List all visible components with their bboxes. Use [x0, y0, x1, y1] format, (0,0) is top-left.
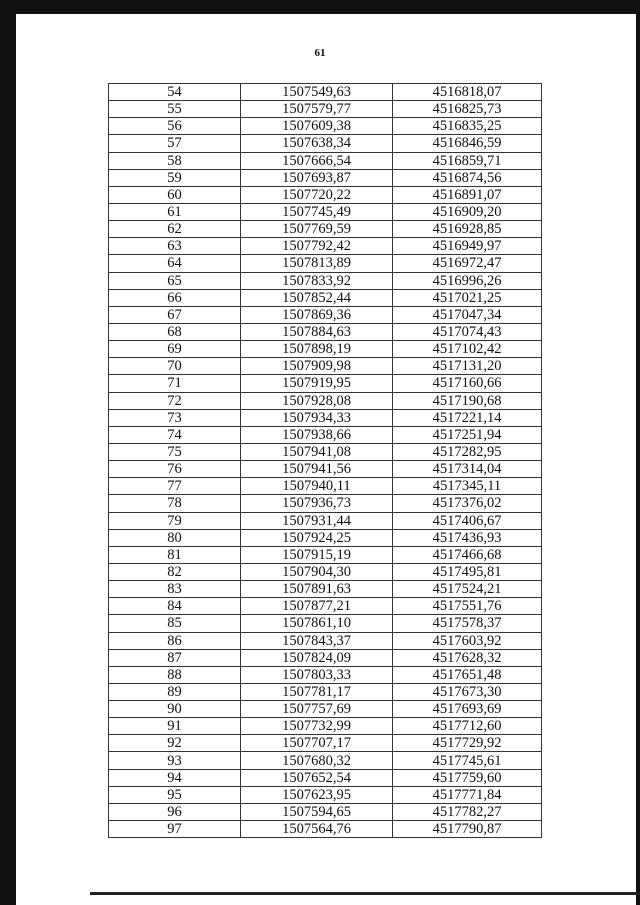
point-number-cell: 71 [109, 375, 241, 392]
y-coordinate-cell: 4517074,43 [393, 323, 542, 340]
table-row [109, 478, 542, 495]
scan-edge-right [636, 0, 640, 905]
x-coordinate-cell: 1507666,54 [241, 152, 393, 169]
point-number-cell: 88 [109, 666, 241, 683]
y-coordinate-cell: 4516972,47 [393, 255, 542, 272]
point-number-cell: 97 [109, 821, 241, 838]
y-coordinate-cell: 4517282,95 [393, 443, 542, 460]
x-coordinate-cell: 1507861,10 [241, 615, 393, 632]
x-coordinate-cell: 1507652,54 [241, 769, 393, 786]
y-coordinate-cell: 4517729,92 [393, 735, 542, 752]
point-number-cell: 91 [109, 718, 241, 735]
table-row [109, 803, 542, 820]
point-number-cell: 86 [109, 632, 241, 649]
y-coordinate-cell: 4517524,21 [393, 581, 542, 598]
x-coordinate-cell: 1507693,87 [241, 169, 393, 186]
y-coordinate-cell: 4517745,61 [393, 752, 542, 769]
x-coordinate-cell: 1507623,95 [241, 786, 393, 803]
point-number-cell: 61 [109, 203, 241, 220]
point-number-cell: 75 [109, 443, 241, 460]
y-coordinate-cell: 4516949,97 [393, 238, 542, 255]
table-row [109, 632, 542, 649]
table-row [109, 598, 542, 615]
x-coordinate-cell: 1507909,98 [241, 358, 393, 375]
x-coordinate-cell: 1507884,63 [241, 323, 393, 340]
table-row [109, 289, 542, 306]
y-coordinate-cell: 4516996,26 [393, 272, 542, 289]
table-row [109, 152, 542, 169]
table-row [109, 186, 542, 203]
point-number-cell: 66 [109, 289, 241, 306]
x-coordinate-cell: 1507594,65 [241, 803, 393, 820]
x-coordinate-cell: 1507931,44 [241, 512, 393, 529]
x-coordinate-cell: 1507707,17 [241, 735, 393, 752]
y-coordinate-cell: 4517047,34 [393, 306, 542, 323]
point-number-cell: 77 [109, 478, 241, 495]
x-coordinate-cell: 1507745,49 [241, 203, 393, 220]
point-number-cell: 89 [109, 683, 241, 700]
table-row [109, 683, 542, 700]
table-row [109, 255, 542, 272]
table-row [109, 563, 542, 580]
table-row [109, 512, 542, 529]
scan-edge-left [0, 0, 16, 905]
point-number-cell: 70 [109, 358, 241, 375]
x-coordinate-cell: 1507869,36 [241, 306, 393, 323]
table-row [109, 118, 542, 135]
table-row [109, 101, 542, 118]
x-coordinate-cell: 1507891,63 [241, 581, 393, 598]
point-number-cell: 54 [109, 84, 241, 101]
table-row [109, 718, 542, 735]
x-coordinate-cell: 1507940,11 [241, 478, 393, 495]
table-row [109, 735, 542, 752]
x-coordinate-cell: 1507824,09 [241, 649, 393, 666]
table-row [109, 358, 542, 375]
y-coordinate-cell: 4517673,30 [393, 683, 542, 700]
y-coordinate-cell: 4516874,56 [393, 169, 542, 186]
x-coordinate-cell: 1507898,19 [241, 341, 393, 358]
y-coordinate-cell: 4517251,94 [393, 426, 542, 443]
y-coordinate-cell: 4517651,48 [393, 666, 542, 683]
point-number-cell: 85 [109, 615, 241, 632]
y-coordinate-cell: 4516825,73 [393, 101, 542, 118]
x-coordinate-cell: 1507549,63 [241, 84, 393, 101]
y-coordinate-cell: 4516835,25 [393, 118, 542, 135]
table-row [109, 323, 542, 340]
point-number-cell: 76 [109, 461, 241, 478]
point-number-cell: 67 [109, 306, 241, 323]
point-number-cell: 79 [109, 512, 241, 529]
x-coordinate-cell: 1507941,08 [241, 443, 393, 460]
point-number-cell: 60 [109, 186, 241, 203]
table-row [109, 306, 542, 323]
x-coordinate-cell: 1507843,37 [241, 632, 393, 649]
point-number-cell: 56 [109, 118, 241, 135]
y-coordinate-cell: 4517628,32 [393, 649, 542, 666]
y-coordinate-cell: 4517102,42 [393, 341, 542, 358]
table-row [109, 666, 542, 683]
y-coordinate-cell: 4517759,60 [393, 769, 542, 786]
y-coordinate-cell: 4517221,14 [393, 409, 542, 426]
y-coordinate-cell: 4517345,11 [393, 478, 542, 495]
x-coordinate-cell: 1507781,17 [241, 683, 393, 700]
point-number-cell: 82 [109, 563, 241, 580]
table-row [109, 752, 542, 769]
coordinates-table-body [109, 84, 542, 838]
y-coordinate-cell: 4517551,76 [393, 598, 542, 615]
point-number-cell: 62 [109, 221, 241, 238]
y-coordinate-cell: 4517603,92 [393, 632, 542, 649]
x-coordinate-cell: 1507564,76 [241, 821, 393, 838]
x-coordinate-cell: 1507941,56 [241, 461, 393, 478]
y-coordinate-cell: 4517190,68 [393, 392, 542, 409]
table-row [109, 546, 542, 563]
table-row [109, 135, 542, 152]
table-row [109, 529, 542, 546]
y-coordinate-cell: 4516891,07 [393, 186, 542, 203]
x-coordinate-cell: 1507924,25 [241, 529, 393, 546]
point-number-cell: 96 [109, 803, 241, 820]
y-coordinate-cell: 4517782,27 [393, 803, 542, 820]
table-row [109, 203, 542, 220]
x-coordinate-cell: 1507680,32 [241, 752, 393, 769]
point-number-cell: 94 [109, 769, 241, 786]
table-row [109, 341, 542, 358]
table-row [109, 84, 542, 101]
x-coordinate-cell: 1507934,33 [241, 409, 393, 426]
table-row [109, 392, 542, 409]
point-number-cell: 92 [109, 735, 241, 752]
point-number-cell: 80 [109, 529, 241, 546]
coordinates-table [108, 83, 542, 838]
point-number-cell: 58 [109, 152, 241, 169]
x-coordinate-cell: 1507919,95 [241, 375, 393, 392]
point-number-cell: 55 [109, 101, 241, 118]
point-number-cell: 87 [109, 649, 241, 666]
x-coordinate-cell: 1507638,34 [241, 135, 393, 152]
y-coordinate-cell: 4516928,85 [393, 221, 542, 238]
x-coordinate-cell: 1507915,19 [241, 546, 393, 563]
y-coordinate-cell: 4517712,60 [393, 718, 542, 735]
y-coordinate-cell: 4517466,68 [393, 546, 542, 563]
x-coordinate-cell: 1507928,08 [241, 392, 393, 409]
point-number-cell: 74 [109, 426, 241, 443]
table-row [109, 409, 542, 426]
y-coordinate-cell: 4517314,04 [393, 461, 542, 478]
table-row [109, 169, 542, 186]
point-number-cell: 81 [109, 546, 241, 563]
x-coordinate-cell: 1507792,42 [241, 238, 393, 255]
x-coordinate-cell: 1507757,69 [241, 701, 393, 718]
table-row [109, 769, 542, 786]
y-coordinate-cell: 4517771,84 [393, 786, 542, 803]
point-number-cell: 83 [109, 581, 241, 598]
y-coordinate-cell: 4516859,71 [393, 152, 542, 169]
x-coordinate-cell: 1507803,33 [241, 666, 393, 683]
y-coordinate-cell: 4517021,25 [393, 289, 542, 306]
scan-edge-top [0, 0, 640, 14]
table-row [109, 426, 542, 443]
table-row [109, 238, 542, 255]
table-row [109, 375, 542, 392]
x-coordinate-cell: 1507852,44 [241, 289, 393, 306]
x-coordinate-cell: 1507609,38 [241, 118, 393, 135]
y-coordinate-cell: 4517495,81 [393, 563, 542, 580]
point-number-cell: 84 [109, 598, 241, 615]
table-row [109, 272, 542, 289]
x-coordinate-cell: 1507938,66 [241, 426, 393, 443]
point-number-cell: 59 [109, 169, 241, 186]
point-number-cell: 57 [109, 135, 241, 152]
y-coordinate-cell: 4516818,07 [393, 84, 542, 101]
y-coordinate-cell: 4517436,93 [393, 529, 542, 546]
y-coordinate-cell: 4517131,20 [393, 358, 542, 375]
point-number-cell: 68 [109, 323, 241, 340]
point-number-cell: 73 [109, 409, 241, 426]
x-coordinate-cell: 1507904,30 [241, 563, 393, 580]
table-row [109, 786, 542, 803]
table-row [109, 495, 542, 512]
y-coordinate-cell: 4517693,69 [393, 701, 542, 718]
x-coordinate-cell: 1507720,22 [241, 186, 393, 203]
point-number-cell: 69 [109, 341, 241, 358]
y-coordinate-cell: 4517578,37 [393, 615, 542, 632]
table-row [109, 581, 542, 598]
x-coordinate-cell: 1507813,89 [241, 255, 393, 272]
x-coordinate-cell: 1507579,77 [241, 101, 393, 118]
table-row [109, 701, 542, 718]
y-coordinate-cell: 4517376,02 [393, 495, 542, 512]
point-number-cell: 95 [109, 786, 241, 803]
table-row [109, 443, 542, 460]
scan-edge-bottom [90, 892, 640, 895]
y-coordinate-cell: 4517790,87 [393, 821, 542, 838]
table-row [109, 221, 542, 238]
table-row [109, 615, 542, 632]
x-coordinate-cell: 1507877,21 [241, 598, 393, 615]
table-row [109, 821, 542, 838]
x-coordinate-cell: 1507936,73 [241, 495, 393, 512]
point-number-cell: 63 [109, 238, 241, 255]
y-coordinate-cell: 4516846,59 [393, 135, 542, 152]
table-row [109, 461, 542, 478]
y-coordinate-cell: 4516909,20 [393, 203, 542, 220]
x-coordinate-cell: 1507732,99 [241, 718, 393, 735]
point-number-cell: 78 [109, 495, 241, 512]
table-row [109, 649, 542, 666]
point-number-cell: 65 [109, 272, 241, 289]
point-number-cell: 72 [109, 392, 241, 409]
point-number-cell: 64 [109, 255, 241, 272]
y-coordinate-cell: 4517406,67 [393, 512, 542, 529]
y-coordinate-cell: 4517160,66 [393, 375, 542, 392]
x-coordinate-cell: 1507833,92 [241, 272, 393, 289]
page-number: 61 [314, 47, 326, 59]
point-number-cell: 90 [109, 701, 241, 718]
x-coordinate-cell: 1507769,59 [241, 221, 393, 238]
point-number-cell: 93 [109, 752, 241, 769]
